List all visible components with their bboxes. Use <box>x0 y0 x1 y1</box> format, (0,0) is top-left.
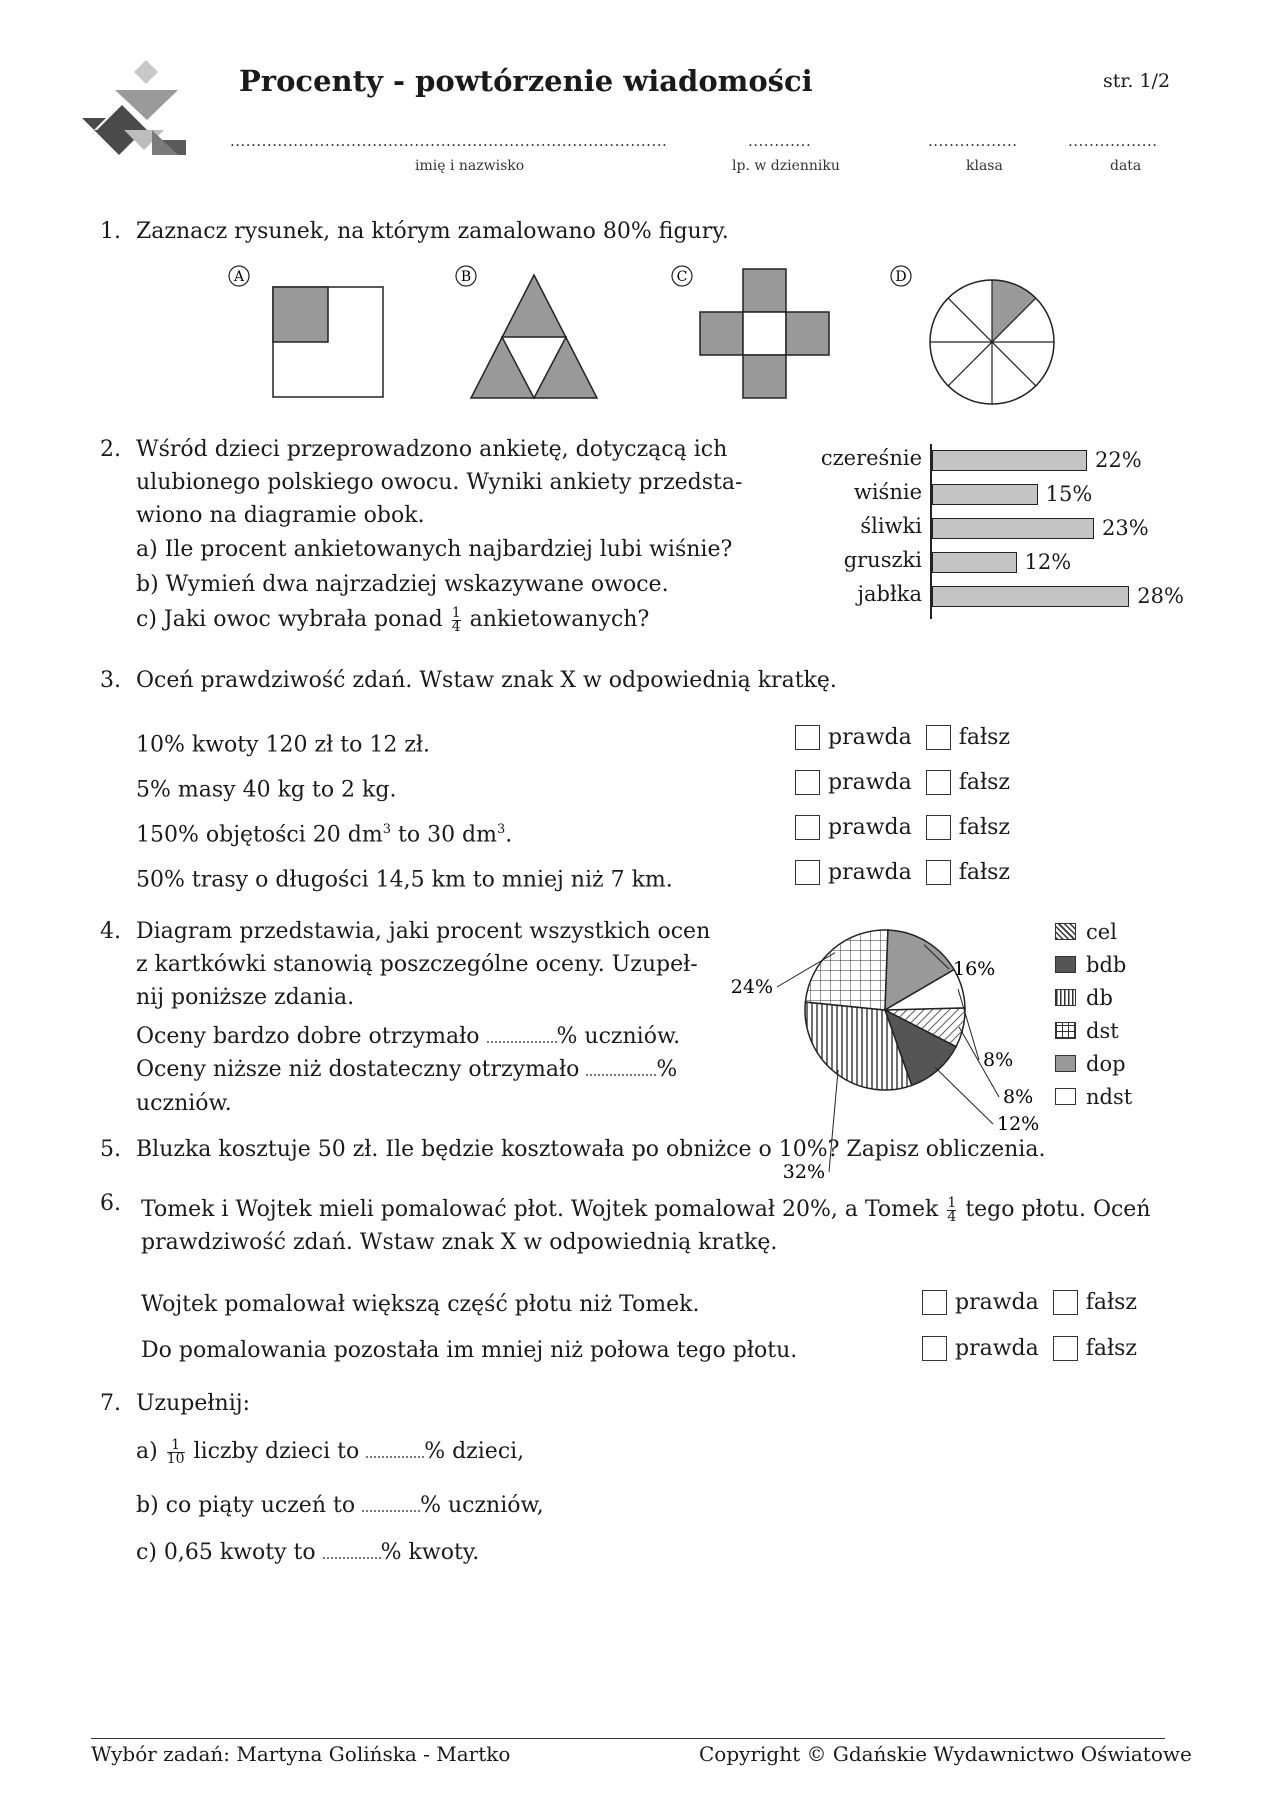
bar-value-label: 12% <box>1024 550 1072 574</box>
q1-number: 1. <box>100 219 121 244</box>
q7-b-blank[interactable] <box>362 1492 420 1512</box>
q6-line-1-suffix: tego płotu. Oceń <box>965 1197 1151 1222</box>
false-label: fałsz <box>1085 1290 1138 1315</box>
q7-item-c <box>136 1536 479 1569</box>
false-label: fałsz <box>1085 1336 1138 1361</box>
legend-label: ndst <box>1086 1084 1133 1109</box>
q3-text: Oceń prawdziwość zdań. Wstaw znak X w odpowiednią kratkę. <box>136 668 837 693</box>
q7-text: Uzupełnij: <box>136 1391 250 1416</box>
q6-row-statement: Do pomalowania pozostała im mniej niż połowa tego płotu. <box>141 1338 798 1363</box>
class-field-dots[interactable]: ................. <box>928 132 1018 150</box>
q1-option-a[interactable] <box>229 266 383 397</box>
q3-row-statement: 50% trasy o długości 14,5 km to mniej niż 7 km. <box>136 867 673 893</box>
q4-sentence-2-end: uczniów. <box>136 1091 232 1116</box>
false-label: fałsz <box>958 725 1011 750</box>
true-label: prawda <box>955 1290 1039 1315</box>
pie-slice-label: 12% <box>997 1113 1040 1135</box>
legend-item <box>1055 948 1132 981</box>
bar-value-label: 23% <box>1102 516 1149 540</box>
q1-option-b-letter: B <box>460 269 472 285</box>
q4-line-2: z kartkówki stanowią poszczególne oceny. Uzupeł- <box>136 952 698 977</box>
fruit-bar-chart <box>780 444 1184 624</box>
q1-option-c[interactable] <box>672 266 829 398</box>
q3-row-answer-options <box>795 725 1024 750</box>
bar-category-label: śliwki <box>860 514 922 538</box>
q4-line-1: Diagram przedstawia, jaki procent wszystkich ocen <box>136 919 711 944</box>
q4-s1-suffix: % uczniów. <box>556 1024 681 1049</box>
name-field-dots[interactable]: ................................................................................... <box>230 132 668 150</box>
q1-option-d[interactable] <box>891 266 1054 404</box>
bar-category-label: jabłka <box>857 582 922 606</box>
q7-c-blank[interactable] <box>323 1539 381 1559</box>
q4-s2-suffix: % <box>656 1057 678 1082</box>
legend-item <box>1055 1080 1132 1113</box>
bar-category-label: wiśnie <box>853 480 922 504</box>
pie-leader-line <box>935 1067 993 1124</box>
pie-slice-dst <box>805 930 888 1010</box>
q4-sentence-2 <box>136 1053 677 1086</box>
q6-row-statement: Wojtek pomalował większą część płotu niż Tomek. <box>141 1292 700 1317</box>
q2-question-a: a) Ile procent ankietowanych najbardziej lubi wiśnie? <box>136 537 733 562</box>
q4-line-3: nij poniższe zdania. <box>136 985 355 1010</box>
q5-text: Bluzka kosztuje 50 zł. Ile będzie kosztowała po obniżce o 10%? Zapisz obliczenia. <box>136 1137 1046 1162</box>
false-checkbox[interactable] <box>926 725 951 750</box>
q3-row-statement: 5% masy 40 kg to 2 kg. <box>136 777 397 803</box>
q7-item-a <box>136 1435 524 1468</box>
q2-question-b: b) Wymień dwa najrzadziej wskazywane owoce. <box>136 572 669 597</box>
q2-c-fraction: $\frac{1}{4}$ <box>451 604 461 635</box>
worksheet-title: Procenty - powtórzenie wiadomości <box>239 64 813 98</box>
footer-author: Wybór zadań: Martyna Golińska - Martko <box>91 1742 511 1766</box>
q4-sentence-1 <box>136 1020 680 1053</box>
legend-label: dst <box>1086 1018 1119 1043</box>
true-label: prawda <box>828 860 912 885</box>
legend-swatch <box>1055 1055 1076 1072</box>
legend-swatch <box>1055 956 1076 973</box>
q6-fraction: $\frac{1}{4}$ <box>947 1194 957 1225</box>
page-number: str. 1/2 <box>1103 70 1171 92</box>
true-label: prawda <box>828 725 912 750</box>
q6-line-2: prawdziwość zdań. Wstaw znak X w odpowiednią kratkę. <box>141 1230 778 1255</box>
false-checkbox[interactable] <box>926 860 951 885</box>
bar-category-label: gruszki <box>843 548 922 572</box>
pie-slice-label: 16% <box>953 958 996 980</box>
legend-label: bdb <box>1086 952 1127 977</box>
legend-item <box>1055 1014 1132 1047</box>
q7-c-text: c) 0,65 kwoty to <box>136 1540 316 1565</box>
q2-line-2: ulubionego polskiego owocu. Wyniki ankiety przedsta- <box>136 470 743 495</box>
legend-swatch <box>1055 1088 1076 1105</box>
true-label: prawda <box>828 815 912 840</box>
true-checkbox[interactable] <box>795 770 820 795</box>
q2-line-3: wiono na diagramie obok. <box>136 503 425 528</box>
q1-option-a-letter: A <box>233 269 245 285</box>
false-label: fałsz <box>958 860 1011 885</box>
false-checkbox[interactable] <box>926 770 951 795</box>
q6-row-answer-options <box>922 1336 1151 1361</box>
class-field-label: klasa <box>966 158 1003 174</box>
q1-option-c-letter: C <box>676 269 688 285</box>
q7-a-suffix: % dzieci, <box>424 1439 525 1464</box>
legend-label: cel <box>1086 919 1117 944</box>
bar <box>932 552 1017 573</box>
q1-option-b[interactable] <box>456 266 597 398</box>
bar-value-label: 22% <box>1095 448 1142 472</box>
q7-c-suffix: % kwoty. <box>380 1540 480 1565</box>
number-field-dots[interactable]: ............ <box>748 132 812 150</box>
date-field-dots[interactable]: ................. <box>1068 132 1158 150</box>
legend-swatch <box>1055 989 1076 1006</box>
q1-text: Zaznacz rysunek, na którym zamalowano 80% figury. <box>136 219 729 244</box>
q6-line-1-text: Tomek i Wojtek mieli pomalować płot. Wojtek pomalował 20%, a Tomek <box>141 1197 939 1222</box>
q6-line-1 <box>141 1193 1151 1226</box>
true-checkbox[interactable] <box>795 725 820 750</box>
q7-b-text: b) co piąty uczeń to <box>136 1493 356 1518</box>
name-field-label: imię i nazwisko <box>415 158 525 174</box>
false-checkbox[interactable] <box>926 815 951 840</box>
bar <box>932 450 1087 471</box>
q4-number: 4. <box>100 919 121 944</box>
q2-question-c <box>136 603 649 636</box>
q3-row-answer-options <box>795 770 1024 795</box>
legend-label: db <box>1086 985 1113 1010</box>
false-checkbox[interactable] <box>1053 1336 1078 1361</box>
true-label: prawda <box>955 1336 1039 1361</box>
grades-pie-chart <box>730 910 1040 1183</box>
legend-swatch <box>1055 1022 1076 1039</box>
q2-number: 2. <box>100 437 121 462</box>
q7-b-suffix: % uczniów, <box>420 1493 544 1518</box>
q3-number: 3. <box>100 668 121 693</box>
publisher-logo <box>82 60 192 155</box>
q4-s1-text: Oceny bardzo dobre otrzymało <box>136 1024 480 1049</box>
legend-swatch <box>1055 923 1076 940</box>
true-checkbox[interactable] <box>795 860 820 885</box>
q1-figures <box>220 262 1090 412</box>
pie-slice-label: 8% <box>1003 1086 1034 1108</box>
legend-item <box>1055 915 1132 948</box>
true-checkbox[interactable] <box>795 815 820 840</box>
q2-c-prefix: c) Jaki owoc wybrała ponad <box>136 607 443 632</box>
q7-a-fraction: $\frac{1}{10}$ <box>166 1436 185 1467</box>
q3-row-statement: 150% objętości 20 $dm^3$ to 30 $dm^3$. <box>136 822 513 848</box>
legend-item <box>1055 981 1132 1014</box>
q7-item-b <box>136 1489 544 1522</box>
false-label: fałsz <box>958 815 1011 840</box>
q7-a-blank[interactable] <box>366 1438 424 1458</box>
q6-number: 6. <box>100 1191 121 1216</box>
pie-slice-label: 24% <box>730 976 773 998</box>
q7-a-text: liczby dzieci to <box>193 1439 360 1464</box>
bar <box>932 484 1038 505</box>
false-checkbox[interactable] <box>1053 1290 1078 1315</box>
q1-option-d-letter: D <box>895 269 907 285</box>
true-label: prawda <box>828 770 912 795</box>
true-checkbox[interactable] <box>922 1336 947 1361</box>
q4-s1-blank[interactable] <box>487 1023 557 1043</box>
pie-legend <box>1055 915 1132 1113</box>
q5-number: 5. <box>100 1137 121 1162</box>
bar-category-label: czereśnie <box>820 446 922 470</box>
bar-value-label: 28% <box>1137 584 1184 608</box>
footer-copyright: Copyright © Gdańskie Wydawnictwo Oświatowe <box>699 1742 1192 1766</box>
q7-number: 7. <box>100 1391 121 1416</box>
number-field-label: lp. w dzienniku <box>732 158 840 174</box>
footer-divider <box>91 1738 1165 1739</box>
false-label: fałsz <box>958 770 1011 795</box>
q7-a-prefix: a) <box>136 1439 158 1464</box>
q3-row-answer-options <box>795 860 1024 885</box>
bar-value-label: 15% <box>1045 482 1093 506</box>
q2-c-suffix: ankietowanych? <box>469 607 650 632</box>
q2-line-1: Wśród dzieci przeprowadzono ankietę, dotyczącą ich <box>136 437 728 462</box>
q3-row-statement: 10% kwoty 120 zł to 12 zł. <box>136 732 431 758</box>
legend-label: dop <box>1086 1051 1126 1076</box>
q4-s2-text: Oceny niższe niż dostateczny otrzymało <box>136 1057 580 1082</box>
pie-slice-label: 8% <box>983 1049 1014 1071</box>
q4-s2-blank[interactable] <box>586 1056 656 1076</box>
true-checkbox[interactable] <box>922 1290 947 1315</box>
pie-slice-label: 32% <box>782 1161 825 1183</box>
bar <box>932 518 1094 539</box>
date-field-label: data <box>1110 158 1142 174</box>
bar <box>932 586 1129 607</box>
q3-row-answer-options <box>795 815 1024 840</box>
legend-item <box>1055 1047 1132 1080</box>
q6-row-answer-options <box>922 1290 1151 1315</box>
